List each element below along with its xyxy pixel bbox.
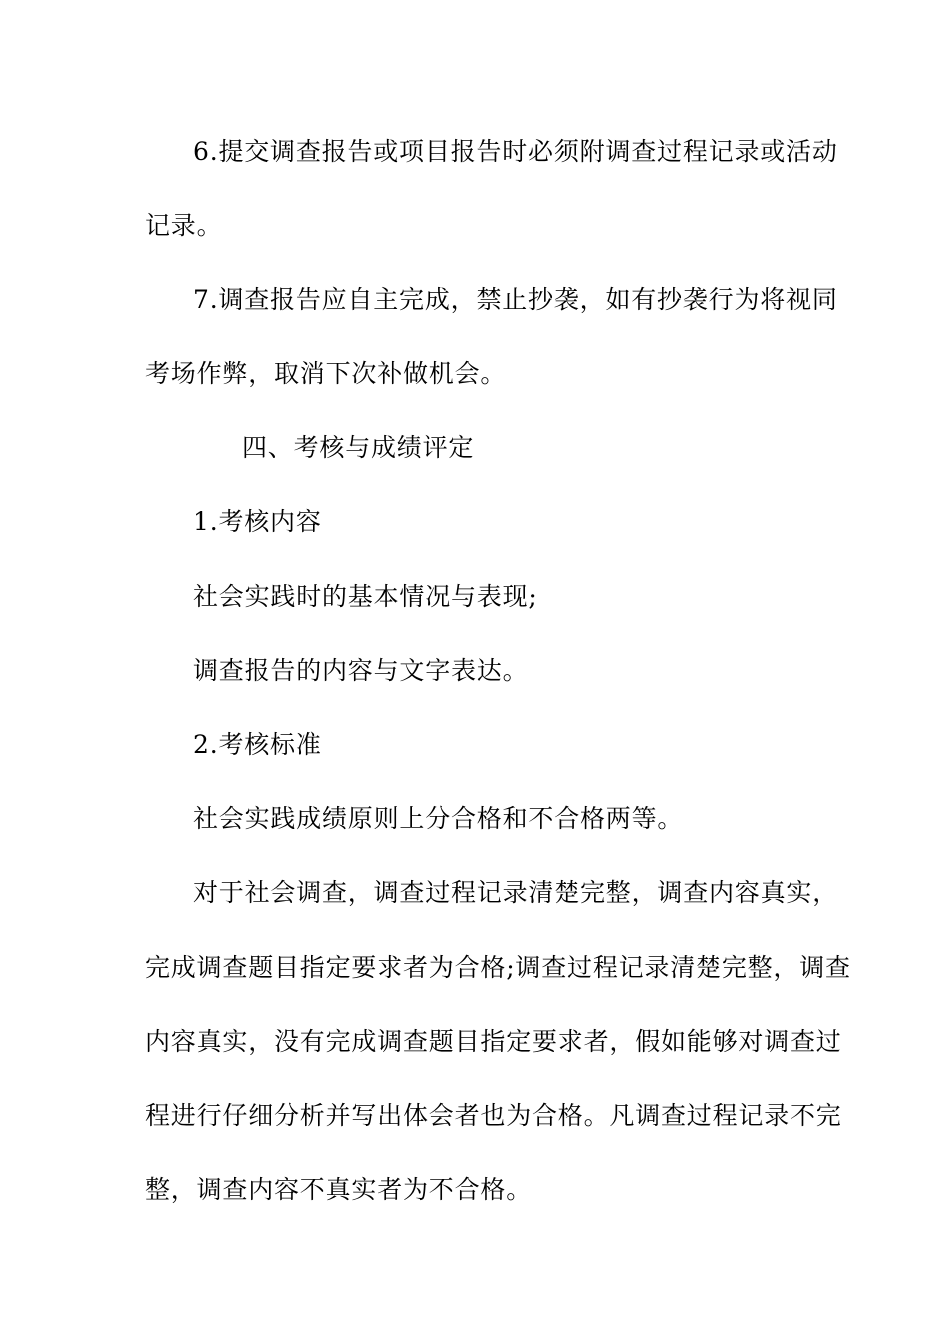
criteria-paragraph-line-4: 程进行仔细分析并写出体会者也为合格。凡调查过程记录不完 — [145, 1101, 842, 1130]
subheading-assessment-standard: 2.考核标准 — [193, 730, 322, 759]
subheading-assessment-content: 1.考核内容 — [193, 507, 322, 536]
criteria-paragraph-line-2: 完成调查题目指定要求者为合格;调查过程记录清楚完整，调查 — [145, 953, 851, 982]
content-item-practice: 社会实践时的基本情况与表现; — [193, 582, 538, 611]
content-item-report: 调查报告的内容与文字表达。 — [193, 656, 529, 685]
paragraph-item-7-line-2: 考场作弊，取消下次补做机会。 — [145, 359, 507, 388]
criteria-paragraph-line-1: 对于社会调查，调查过程记录清楚完整，调查内容真实， — [193, 878, 839, 907]
criteria-paragraph-line-3: 内容真实，没有完成调查题目指定要求者，假如能够对调查过 — [145, 1027, 842, 1056]
criteria-paragraph-line-5: 整，调查内容不真实者为不合格。 — [145, 1175, 533, 1204]
standard-paragraph: 社会实践成绩原则上分合格和不合格两等。 — [193, 804, 684, 833]
paragraph-item-7-line-1: 7.调查报告应自主完成，禁止抄袭，如有抄袭行为将视同 — [193, 285, 838, 314]
paragraph-item-6-line-1: 6.提交调查报告或项目报告时必须附调查过程记录或活动 — [193, 137, 838, 166]
section-heading: 四、考核与成绩评定 — [242, 433, 475, 462]
paragraph-item-6-line-2: 记录。 — [145, 211, 223, 240]
